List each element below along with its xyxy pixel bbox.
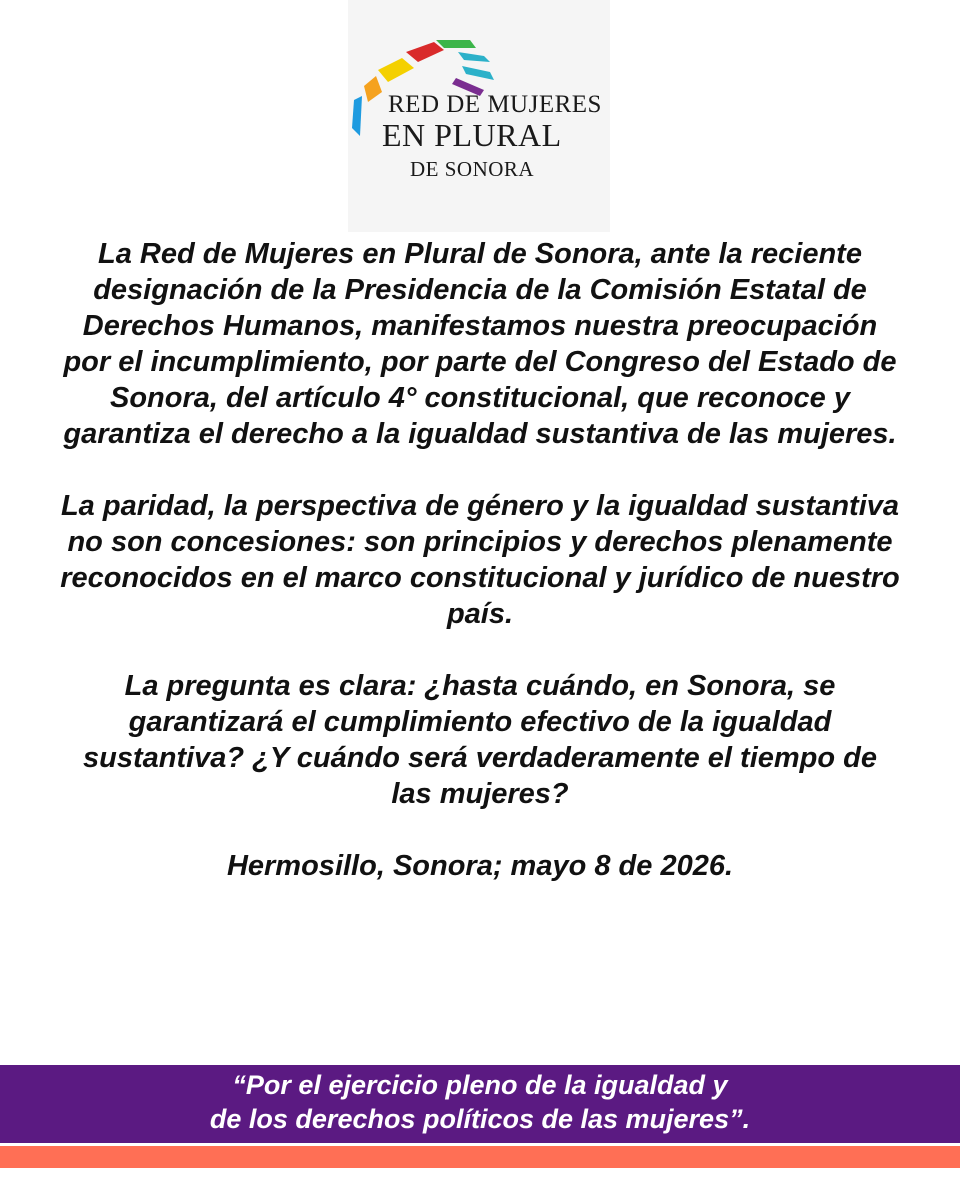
statement-body (60, 236, 900, 884)
slogan-quote (0, 1068, 960, 1136)
logo-segment-red (406, 42, 444, 62)
statement-paragraph-3: La pregunta es clara: ¿hasta cuándo, en Sonora, se garantizará el cumplimiento efectivo de la igualdad sustantiva? ¿Y cuándo será verdaderamente el tiempo de las mujeres? (82, 670, 878, 810)
logo-segment-teal-2 (462, 66, 494, 80)
organization-logo (382, 92, 602, 182)
logo-text-line2: EN PLURAL (382, 117, 562, 153)
accent-stripe (0, 1146, 960, 1168)
logo-text-line1: RED DE MUJERES (388, 91, 602, 118)
logo-segment-blue (352, 96, 362, 136)
slogan-line-1: “Por el ejercicio pleno de la igualdad y (232, 1070, 728, 1100)
statement-paragraph-2: La paridad, la perspectiva de género y la igualdad sustantiva no son concesiones: son principios y derechos plenamente reconocidos en el marco constitucional y jurídico de nuestro país. (60, 490, 900, 630)
place-and-date: Hermosillo, Sonora; mayo 8 de 2026. (226, 850, 734, 882)
logo-segment-orange (364, 76, 382, 102)
logo-segment-green (436, 40, 476, 48)
slogan-line-2: de los derechos políticos de las mujeres”. (209, 1104, 751, 1134)
logo-segment-teal-1 (458, 52, 490, 62)
logo-segment-yellow (378, 58, 414, 82)
logo-text-line3: DE SONORA (410, 157, 535, 181)
statement-paragraph-1: La Red de Mujeres en Plural de Sonora, ante la reciente designación de la Presidencia de la Comisión Estatal de Derechos Humanos, manifestamos nuestra preocupación por el incumplimiento, por parte del Congreso del Estado de Sonora, del artículo 4° constitucional, que reconoce y garantiza el derecho a la igualdad sustantiva de las mujeres. (63, 238, 897, 450)
